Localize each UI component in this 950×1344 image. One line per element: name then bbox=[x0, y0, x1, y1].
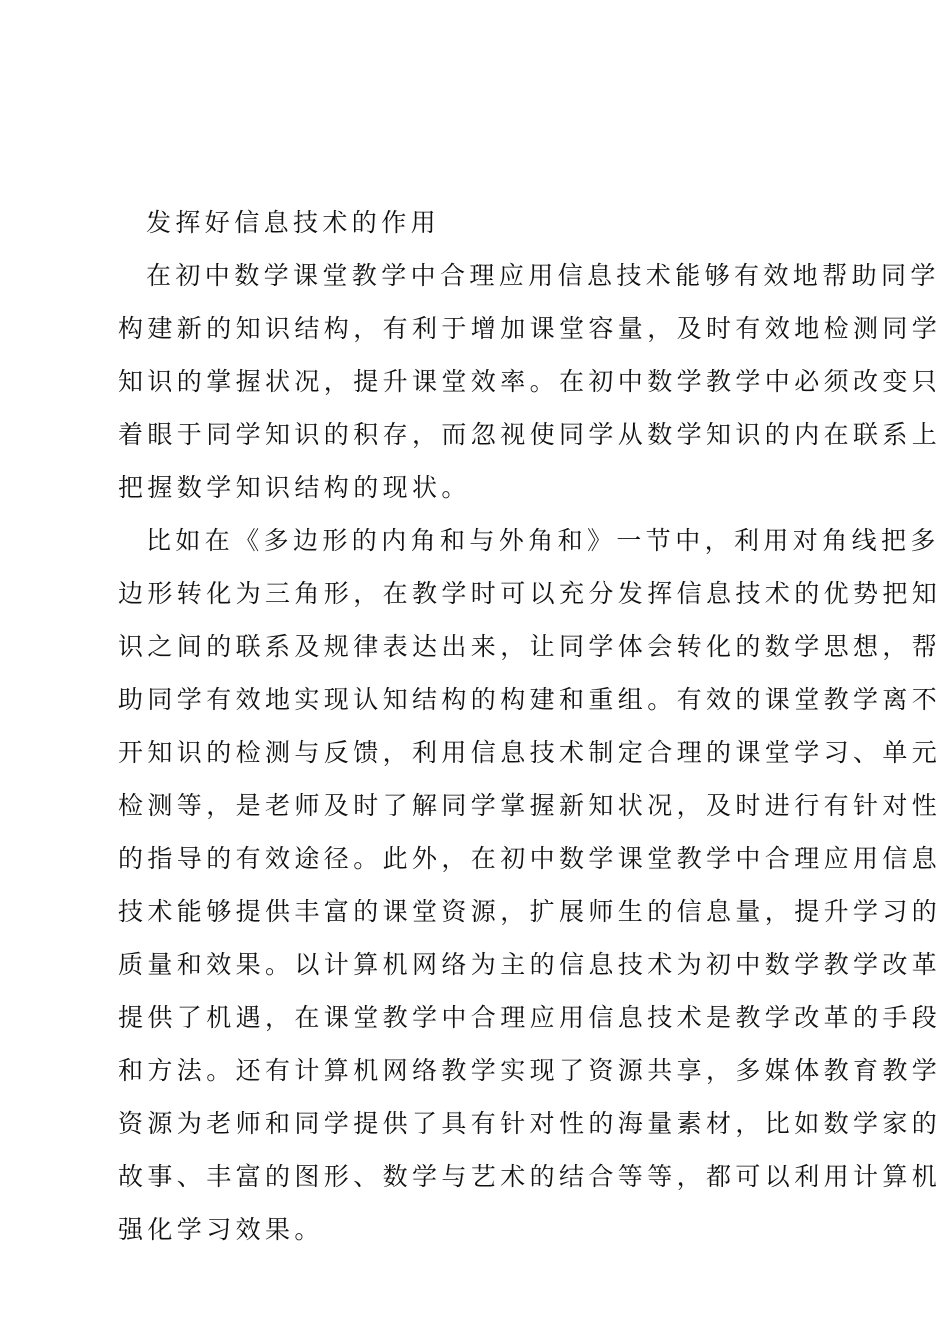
paragraph-line: 把握数学知识结构的现状。 bbox=[118, 473, 471, 502]
paragraph-line: 强化学习效果。 bbox=[118, 1215, 324, 1244]
paragraph-line: 着眼于同学知识的积存，而忽视使同学从数学知识的内在联系上 bbox=[118, 420, 942, 449]
paragraph-line: 识之间的联系及规律表达出来，让同学体会转化的数学思想，帮 bbox=[118, 632, 942, 661]
paragraph-line: 提供了机遇，在课堂教学中合理应用信息技术是教学改革的手段 bbox=[118, 1003, 942, 1032]
paragraph-2 bbox=[118, 514, 942, 1256]
paragraph-1 bbox=[118, 249, 942, 514]
paragraph-line: 助同学有效地实现认知结构的构建和重组。有效的课堂教学离不 bbox=[118, 685, 942, 714]
paragraph-line: 的指导的有效途径。此外，在初中数学课堂教学中合理应用信息 bbox=[118, 844, 942, 873]
paragraph-line: 开知识的检测与反馈，利用信息技术制定合理的课堂学习、单元 bbox=[118, 738, 942, 767]
paragraph-line: 比如在《多边形的内角和与外角和》一节中，利用对角线把多 bbox=[146, 526, 940, 555]
paragraph-line: 在初中数学课堂教学中合理应用信息技术能够有效地帮助同学 bbox=[146, 261, 940, 290]
paragraph-line: 资源为老师和同学提供了具有针对性的海量素材，比如数学家的 bbox=[118, 1109, 942, 1138]
paragraph-line: 故事、丰富的图形、数学与艺术的结合等等，都可以利用计算机 bbox=[118, 1162, 942, 1191]
paragraph-line: 和方法。还有计算机网络教学实现了资源共享，多媒体教育教学 bbox=[118, 1056, 942, 1085]
paragraph-line: 检测等，是老师及时了解同学掌握新知状况，及时进行有针对性 bbox=[118, 791, 942, 820]
paragraph-line: 技术能够提供丰富的课堂资源，扩展师生的信息量，提升学习的 bbox=[118, 897, 942, 926]
paragraph-line: 构建新的知识结构，有利于增加课堂容量，及时有效地检测同学 bbox=[118, 314, 942, 343]
paragraph-line: 边形转化为三角形，在教学时可以充分发挥信息技术的优势把知 bbox=[118, 579, 942, 608]
paragraph-line: 质量和效果。以计算机网络为主的信息技术为初中数学教学改革 bbox=[118, 950, 942, 979]
document-body bbox=[118, 196, 942, 1256]
paragraph-line: 知识的掌握状况，提升课堂效率。在初中数学教学中必须改变只 bbox=[118, 367, 942, 396]
section-heading: 发挥好信息技术的作用 bbox=[146, 208, 441, 237]
